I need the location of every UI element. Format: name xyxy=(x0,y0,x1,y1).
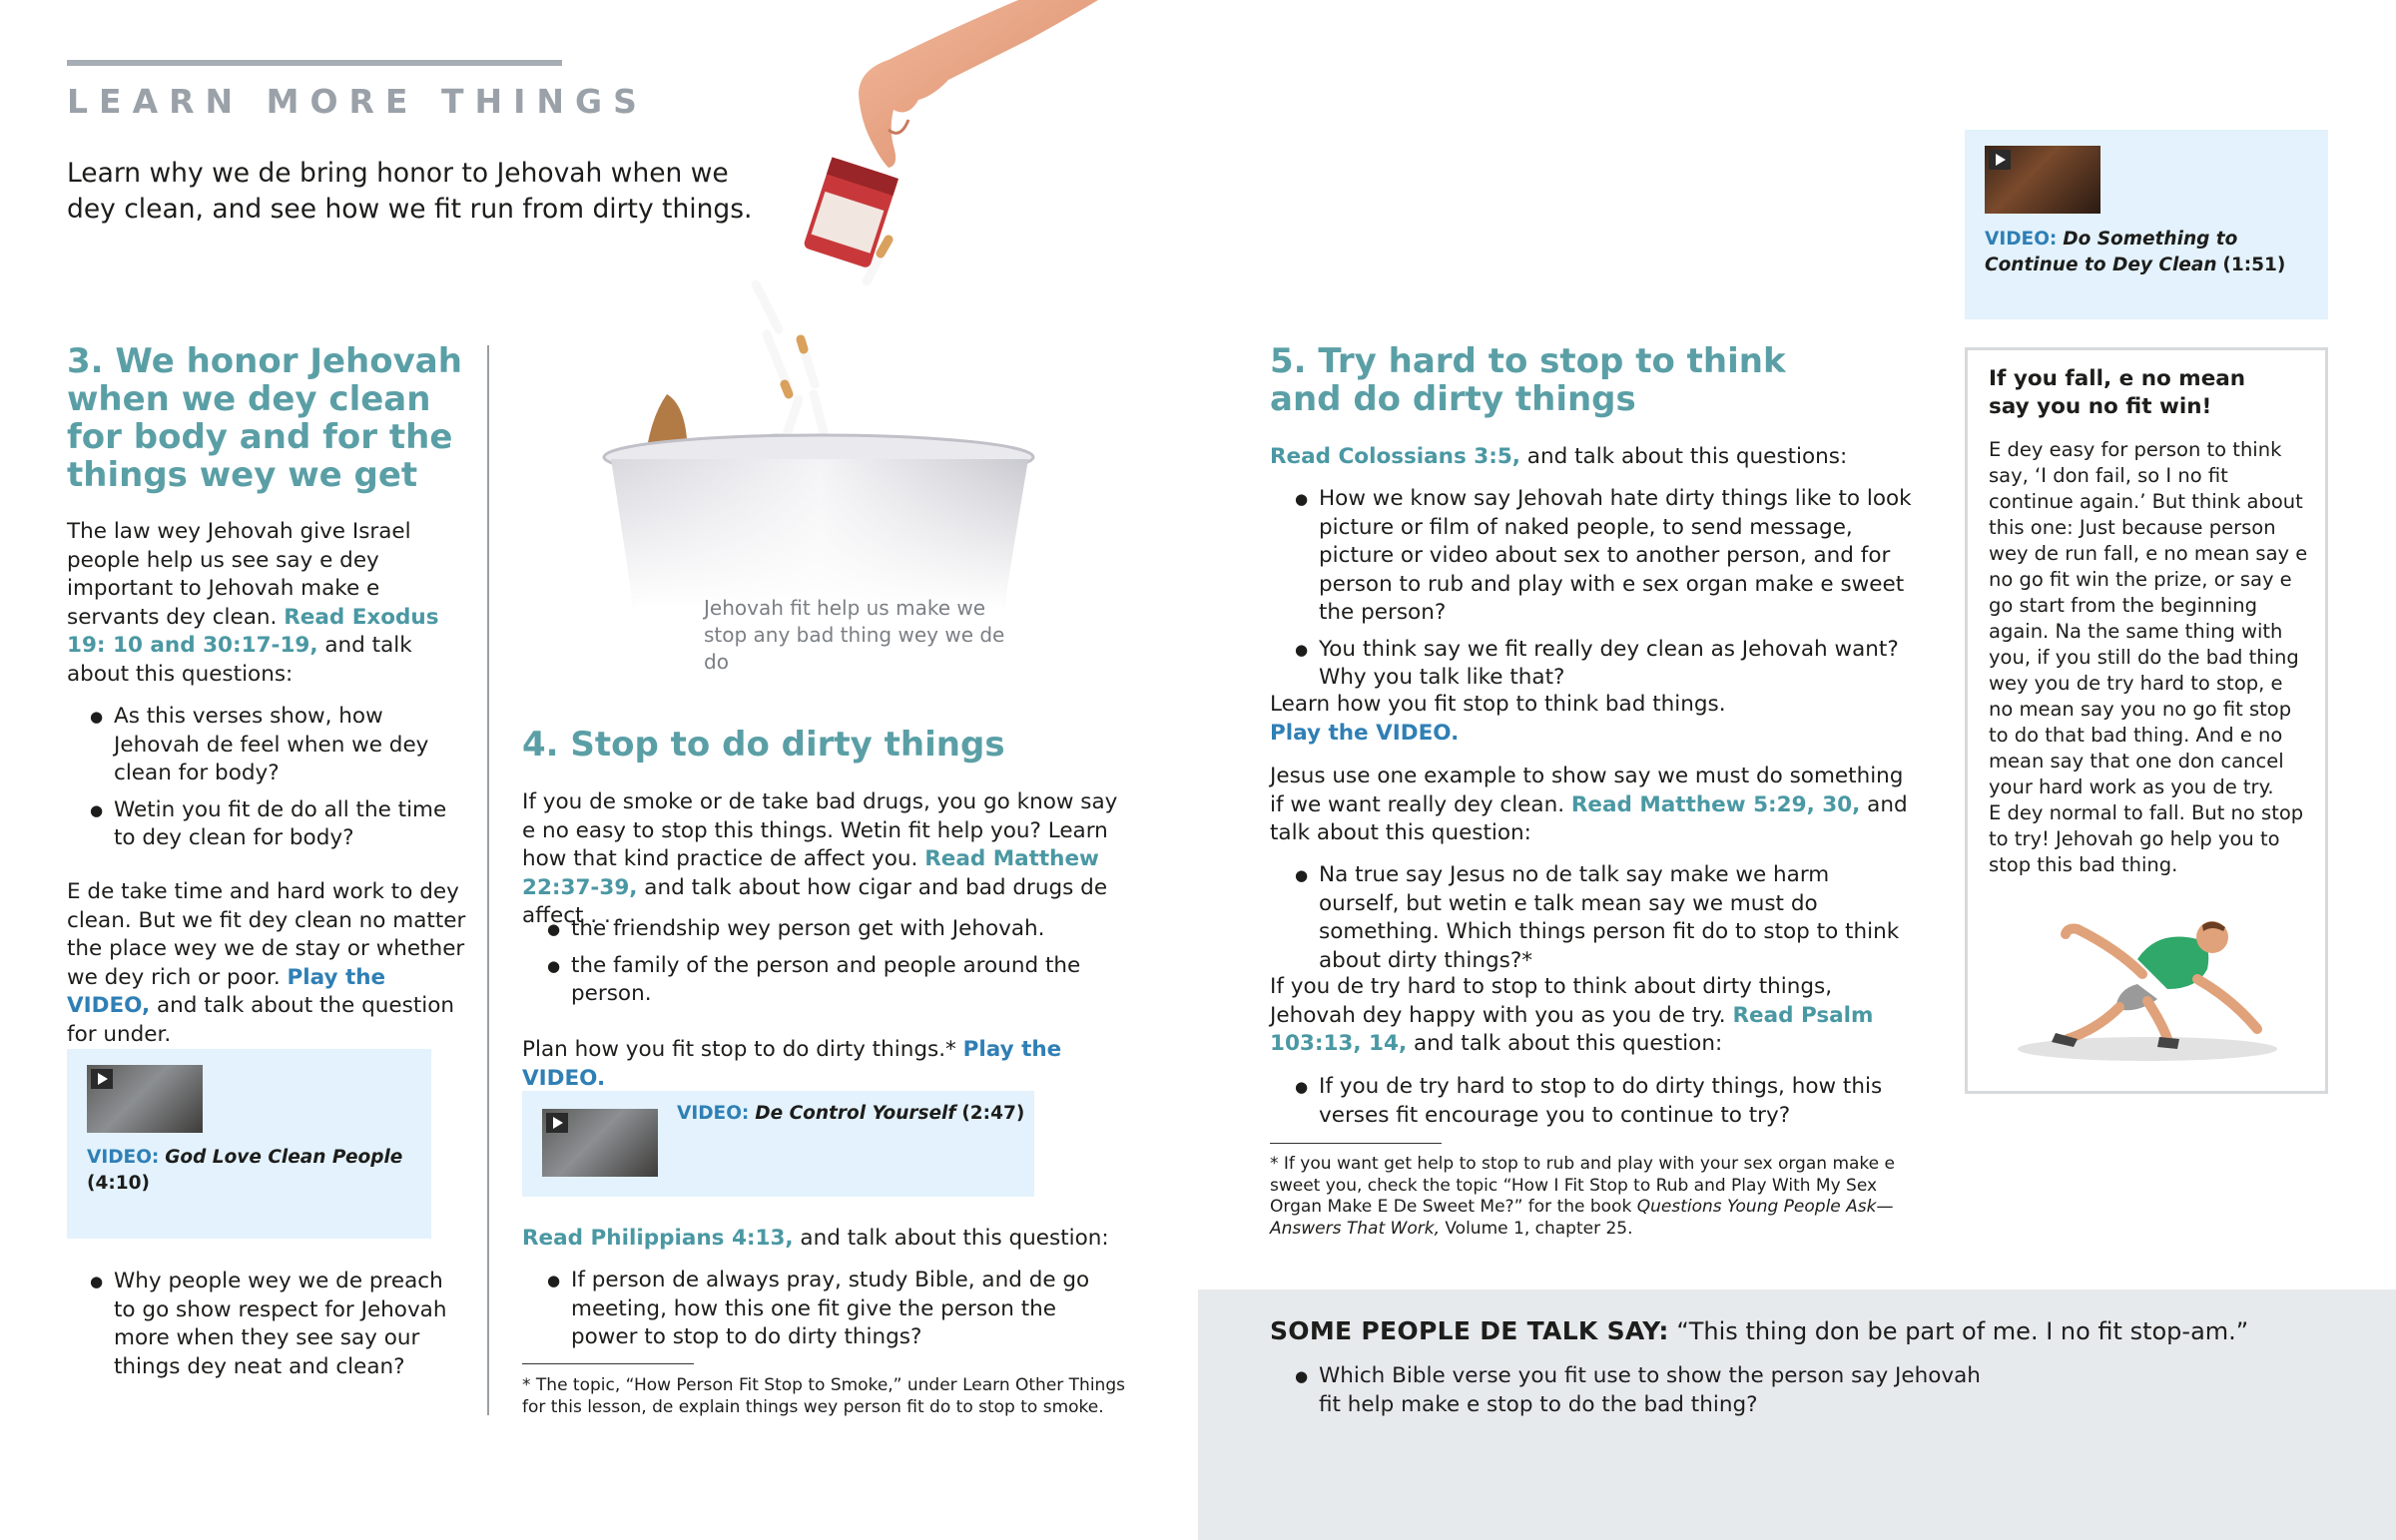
section3-questions2 xyxy=(90,1268,469,1389)
section3-paragraph2: E de take time and hard work to dey clean. But we fit dey clean no matter the place wey we de stay or whether we dey rich or poor. Play the VIDEO, and talk about the question for under. xyxy=(67,879,466,1047)
play-video-link-3[interactable]: Play the VIDEO, xyxy=(67,964,386,1018)
list-item: ● Na true say Jesus no de talk say make we harm ourself, but wetin e talk mean say we must do something. Which things person fit do to stop to think about dirty things?* xyxy=(1295,861,1914,975)
section4-paragraph2: Plan how you fit stop to do dirty things.* Play the VIDEO. xyxy=(522,1037,1062,1091)
play-video-link-4[interactable]: Play the VIDEO. xyxy=(522,1037,1062,1091)
people-say-panel xyxy=(1198,1289,2396,1540)
video-thumbnail[interactable] xyxy=(542,1109,658,1177)
section4-list2 xyxy=(547,1267,1116,1360)
section5-heading: 5. Try hard to stop to think and do dirty things xyxy=(1270,341,1786,419)
list-item: ● Which Bible verse you fit use to show the person say Jehovah fit help make e stop to do the bad thing? xyxy=(1295,1362,1994,1419)
section3-questions xyxy=(90,703,469,861)
list-item: ● As this verses show, how Jehovah de feel when we dey clean for body? xyxy=(90,703,469,788)
play-icon[interactable] xyxy=(546,1113,568,1133)
encouragement-sidebar xyxy=(1965,347,2328,1094)
list-item: ● Why people wey we de preach to go show respect for Jehovah more when they see say our things dey neat and clean? xyxy=(90,1268,469,1381)
hand-trash-illustration xyxy=(589,0,1128,619)
section4-list xyxy=(547,915,1086,1017)
video-caption: VIDEO: De Control Yourself (2:47) xyxy=(677,1103,1025,1124)
column-divider xyxy=(487,345,489,1415)
list-item: ● You think say we fit really dey clean as Jehovah want? Why you talk like that? xyxy=(1295,636,1914,693)
section5-paragraph3: Jesus use one example to show say we must do something if we want really dey clean. Read Matthew 5:29, 30, and talk about this question: xyxy=(1270,764,1908,845)
section4-footnote: * The topic, “How Person Fit Stop to Smoke,” under Learn Other Things for this lesson, de explain things wey person fit do to stop to smoke. xyxy=(522,1375,1125,1417)
footnote-rule xyxy=(522,1363,694,1364)
section5-paragraph4: If you de try hard to stop to think about dirty things, Jehovah dey happy with you as you de try. Read Psalm 103:13, 14, and talk about this question: xyxy=(1270,974,1874,1056)
footnote-rule xyxy=(1270,1143,1442,1144)
list-item: ● Wetin you fit de do all the time to dey clean for body? xyxy=(90,796,469,853)
intro-text: Learn why we de bring honor to Jehovah when we dey clean, and see how we fit run from dirty things. xyxy=(67,158,753,225)
video-box-3[interactable] xyxy=(67,1049,431,1239)
list-item: ● If you de try hard to stop to do dirty things, how this verses fit encourage you to continue to try? xyxy=(1295,1073,1894,1130)
section3-heading: 3. We honor Jehovah when we dey clean for body and for the things wey we get xyxy=(67,341,462,495)
header-rule xyxy=(67,60,562,66)
video-caption: VIDEO: God Love Clean People (4:10) xyxy=(87,1147,403,1194)
section5-paragraph1: Read Colossians 3:5, and talk about this questions: xyxy=(1270,444,1848,469)
video-thumbnail[interactable] xyxy=(87,1065,203,1133)
section5-footnote: * If you want get help to stop to rub and play with your sex organ make e sweet you, check the topic “How I Fit Stop to Rub and Play With My Sex Organ Make E De Sweet Me?” for the book Questions Young People Ask—Answers That Work, Volume 1, chapter 25. xyxy=(1270,1154,1895,1239)
play-video-link-5[interactable]: Play the VIDEO. xyxy=(1270,720,1460,746)
trash-bin-illustration xyxy=(604,435,1033,609)
section4-paragraph1: If you de smoke or de take bad drugs, you go know say e no easy to stop this things. Wetin fit help you? Learn how that kind practice de affect you. Read Matthew 22:37-39, and talk about how cigar and bad drugs de affect . . . xyxy=(522,789,1118,928)
matthew-22-link[interactable]: Read Matthew 22:37-39, xyxy=(522,846,1099,900)
sidebar-title: If you fall, e no mean say you no fit win! xyxy=(1989,366,2246,419)
matthew-5-link[interactable]: Read Matthew 5:29, 30, xyxy=(1570,791,1861,817)
video-box-4[interactable] xyxy=(522,1091,1034,1197)
play-icon[interactable] xyxy=(1989,150,2011,170)
video-thumbnail[interactable] xyxy=(1985,146,2100,214)
exodus-link[interactable]: Read Exodus 19: 10 and 30:17-19, xyxy=(67,604,439,658)
people-say-list xyxy=(1295,1362,1994,1427)
philippians-link[interactable]: Read Philippians 4:13, xyxy=(522,1226,794,1251)
section5-list xyxy=(1295,485,1914,701)
people-say-statement: SOME PEOPLE DE TALK SAY: “This thing don be part of me. I no fit stop-am.” xyxy=(1270,1316,2249,1345)
psalm-link[interactable]: Read Psalm 103:13, 14, xyxy=(1270,1002,1874,1056)
section5-list3 xyxy=(1295,1073,1894,1138)
sidebar-text: E dey easy for person to think say, ‘I don fail, so I no fit continue again.’ But think about this one: Just because person wey de run fall, e no mean say e no go fit win the prize, or say e go start from the beginning again. Na the same thing with you, if you still do the bad thing wey you de try hard to stop, e no mean say you no go fit stop to do that bad thing. And e no mean say that one don cancel your hard work as you de try. E dey normal to fall. But no stop to try! Jehovah go help you to stop this bad thing. xyxy=(1989,438,2308,876)
image-caption: Jehovah fit help us make we stop any bad thing wey we de do xyxy=(704,596,1005,674)
section5-list2 xyxy=(1295,861,1914,983)
section-label: LEARN MORE THINGS xyxy=(67,82,648,121)
colossians-link[interactable]: Read Colossians 3:5, xyxy=(1270,444,1520,469)
play-icon[interactable] xyxy=(91,1069,113,1089)
runner-illustration xyxy=(1998,889,2287,1069)
video-caption: VIDEO: Do Something to Continue to Dey Clean (1:51) xyxy=(1985,229,2286,275)
section4-heading: 4. Stop to do dirty things xyxy=(522,725,1005,765)
section4-paragraph3: Read Philippians 4:13, and talk about this question: xyxy=(522,1226,1109,1251)
list-item: ● How we know say Jehovah hate dirty things like to look picture or film of naked people, to send message, picture or video about sex to another person, and for person to rub and play with e sex organ make e sweet the person? xyxy=(1295,485,1914,628)
list-item: ● If person de always pray, study Bible, and de go meeting, how this one fit give the person the power to stop to do dirty things? xyxy=(547,1267,1116,1352)
list-item: ● the friendship wey person get with Jehovah. xyxy=(547,915,1086,944)
section5-paragraph2: Learn how you fit stop to think bad things. Play the VIDEO. xyxy=(1270,692,1726,746)
video-box-right[interactable] xyxy=(1965,130,2328,319)
hand-illustration xyxy=(859,0,1098,168)
list-item: ● the family of the person and people around the person. xyxy=(547,952,1086,1009)
section3-paragraph1: The law wey Jehovah give Israel people help us see say e dey important to Jehovah make e servants dey clean. Read Exodus 19: 10 and 30:17-19, and talk about this questions: xyxy=(67,519,439,687)
